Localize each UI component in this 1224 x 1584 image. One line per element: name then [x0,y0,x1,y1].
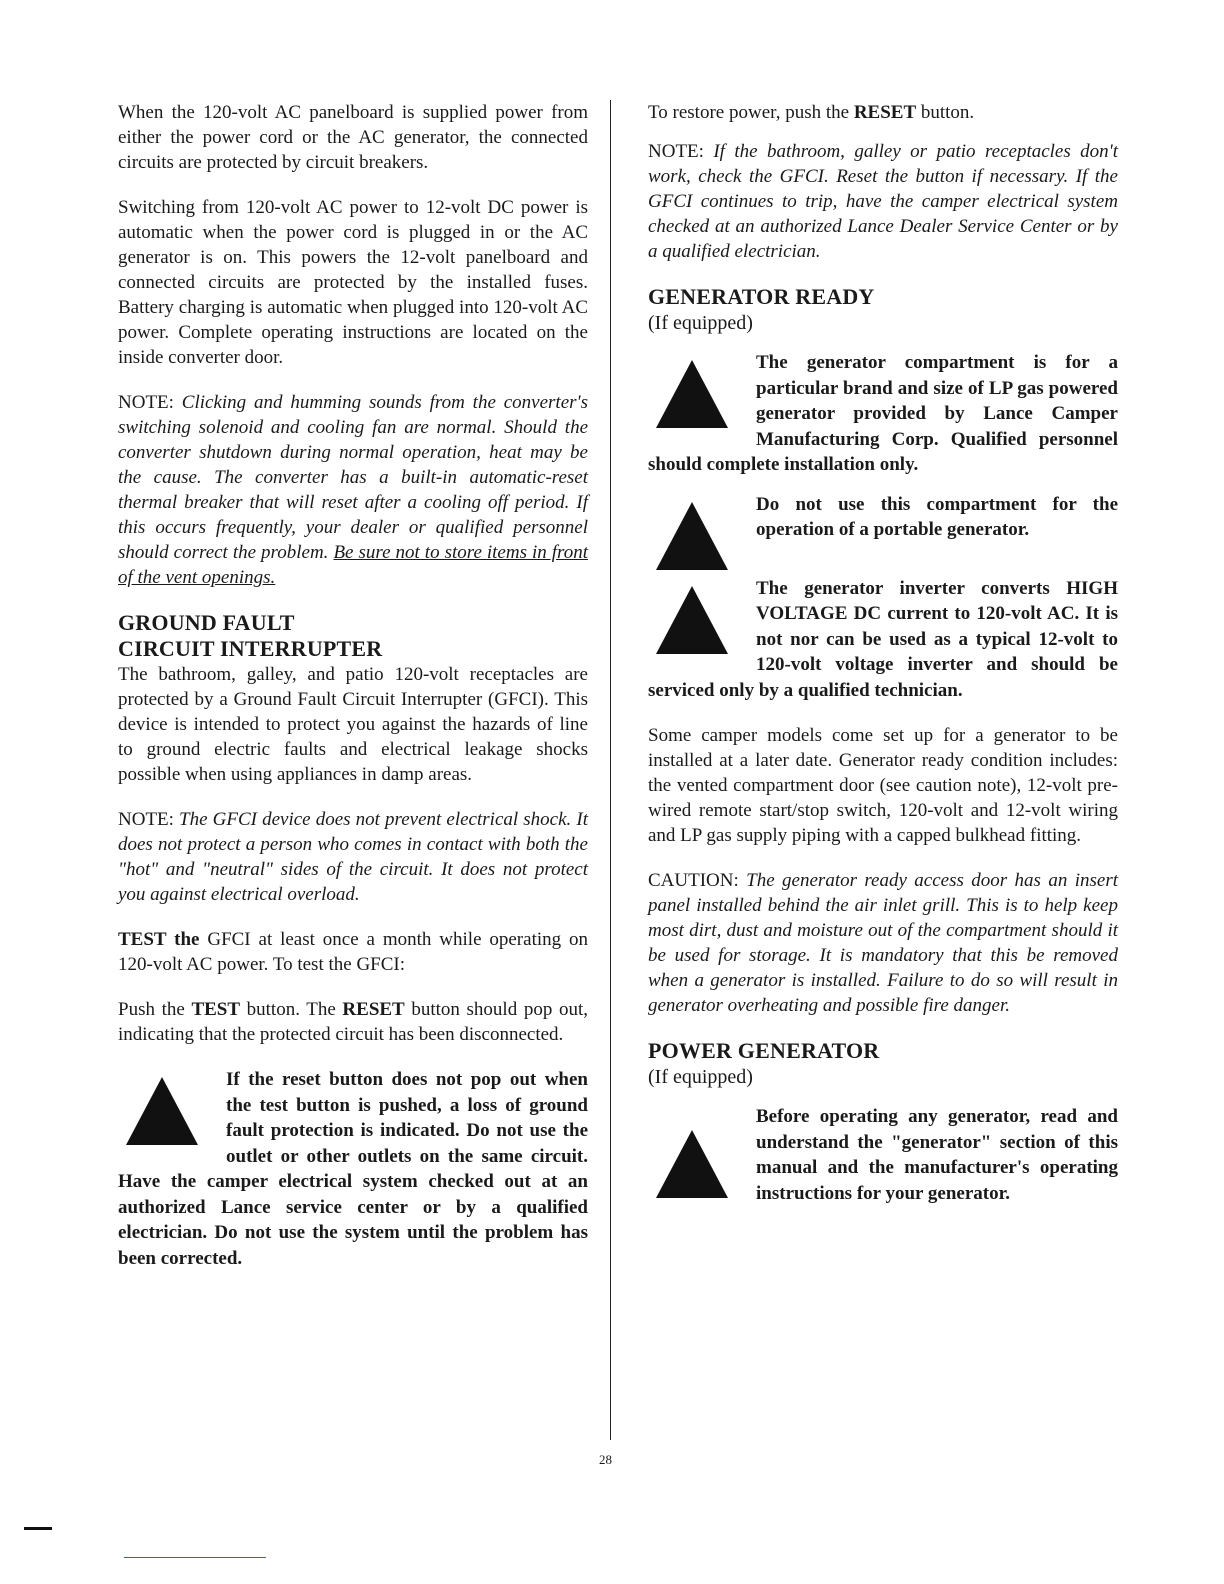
test-bold: TEST the [118,929,200,950]
restore-reset-bold: RESET [853,102,917,123]
gfci-reset-note [648,139,1118,264]
margin-dash [24,1527,52,1530]
note-label: NOTE: [648,141,704,162]
test-text: GFCI at least once a month while operating on 120-volt AC power. To test the GFCI: [118,929,589,975]
gfci-note [118,807,588,907]
note-text: Clicking and humming sounds from the converter's switching solenoid and cooling fan are normal. Should the converter shutdown during normal operation, heat may be the cause. The converter has a built-in automatic-reset thermal breaker that will reset after a cooling off period. If this occurs frequently, your dealer or qualified personnel should correct the problem. [118,392,588,563]
generator-operation-warning [648,1104,1118,1206]
restore-text-2: button. [920,102,975,123]
test-paragraph [118,927,588,977]
note-text: If the bathroom, galley or patio receptacles don't work, check the GFCI. Reset the button if necessary. If the GFCI continues to trip, have the camper electrical system checked at an authorized Lance Dealer Service Center or by a qualified electrician. [648,141,1119,262]
left-column [118,100,588,1271]
page-number: 28 [599,1452,612,1467]
push-reset-bold: RESET [342,999,405,1020]
restore-text-1: To restore power, push the [648,102,850,123]
note-text: The GFCI device does not prevent electrical shock. It does not protect a person who comes in contact with both the "hot" and "neutral" sides of the circuit. It does not protect you against electrical overload. [118,809,588,905]
push-test-bold: TEST [191,999,241,1020]
caution-label: CAUTION: [648,870,739,891]
note-label: NOTE: [118,392,174,413]
push-text-2: button. The [246,999,336,1020]
warning-text: Do not use this compartment for the operation of a portable generator. [756,493,1118,540]
push-text-3: button should pop out, indicating that the protected circuit has been disconnected. [118,999,588,1045]
gfci-paragraph: The bathroom, galley, and patio 120-volt receptacles are protected by a Ground Fault Circuit Interrupter (GFCI). This device is intended to protect you against the hazards of line to ground electric faults and electrical leakage shocks possible when using appliances in damp areas. [118,664,588,785]
generator-ready-title: GENERATOR READY [648,284,875,309]
column-divider [610,100,611,1440]
warning-triangle-icon [656,502,728,570]
warning-text: Before operating any generator, read and understand the "generator" section of this manual and the manufacturer's operating instructions for your generator. [756,1106,1118,1204]
gfci-heading-line-2: CIRCUIT INTERRUPTER [118,636,383,661]
portable-generator-warning [648,492,1118,562]
generator-ready-heading [648,284,1118,336]
generator-ready-subtitle: (If equipped) [648,312,753,334]
power-generator-heading [648,1038,1118,1090]
warning-triangle-icon [126,1077,198,1145]
gfci-heading-line-1: GROUND FAULT [118,610,295,635]
panelboard-paragraph: When the 120-volt AC panelboard is supplied power from either the power cord or the AC generator, the connected circuits are protected by circuit breakers. [118,102,588,173]
warning-triangle-icon [656,1130,728,1198]
inverter-warning [648,576,1118,704]
warning-triangle-icon [656,586,728,654]
note-label: NOTE: [118,809,174,830]
footer-line [124,1557,266,1558]
gfci-heading [118,610,588,662]
warning-triangle-icon [656,360,728,428]
warning-text: The generator inverter converts HIGH VOLTAGE DC current to 120-volt AC. It is not nor can be used as a typical 12-volt to 120-volt voltage inverter and should be serviced only by a qualified technician. [648,577,1118,701]
right-column [648,100,1118,1206]
power-generator-subtitle: (If equipped) [648,1066,753,1088]
switching-paragraph: Switching from 120-volt AC power to 12-volt DC power is automatic when the power cord is plugged in or the AC generator is on. This powers the 12-volt panelboard and connected circuits are protected by the installed fuses. Battery charging is automatic when plugged into 120-volt AC power. Complete operating instructions are located on the inside converter door. [118,197,588,368]
camper-models-paragraph: Some camper models come set up for a generator to be installed at a later date. Generator ready condition includes: the vented compartment door (see caution note), 12-volt pre-wired remote start/stop switch, 120-volt and 12-volt wiring and LP gas supply piping with a capped bulkhead fitting. [648,725,1118,846]
note-underlined-text: Be sure not to store items in front of the vent openings. [118,542,589,588]
compartment-warning [648,350,1118,478]
converter-note [118,390,588,590]
warning-text: If the reset button does not pop out when the test button is pushed, a loss of ground fault protection is indicated. Do not use the outlet or other outlets on the same circuit. Have the camper electrical system checked out at an authorized Lance service center or by a qualified electrician. Do not use the system until the problem has been corrected. [118,1069,588,1269]
gfci-warning [118,1067,588,1271]
push-text-1: Push the [118,999,185,1020]
restore-paragraph [648,100,1118,125]
caution-paragraph [648,868,1118,1018]
caution-text: The generator ready access door has an insert panel installed behind the air inlet grill. This is to help keep most dirt, dust and moisture out of the compartment should it be used for storage. It is mandatory that this be removed when a generator is installed. Failure to do so will result in generator overheating and possible fire danger. [648,870,1118,1016]
push-paragraph [118,997,588,1047]
warning-text: The generator compartment is for a particular brand and size of LP gas powered generator provided by Lance Camper Manufacturing Corp. Qualified personnel should complete installation only. [648,352,1118,475]
power-generator-title: POWER GENERATOR [648,1038,880,1063]
